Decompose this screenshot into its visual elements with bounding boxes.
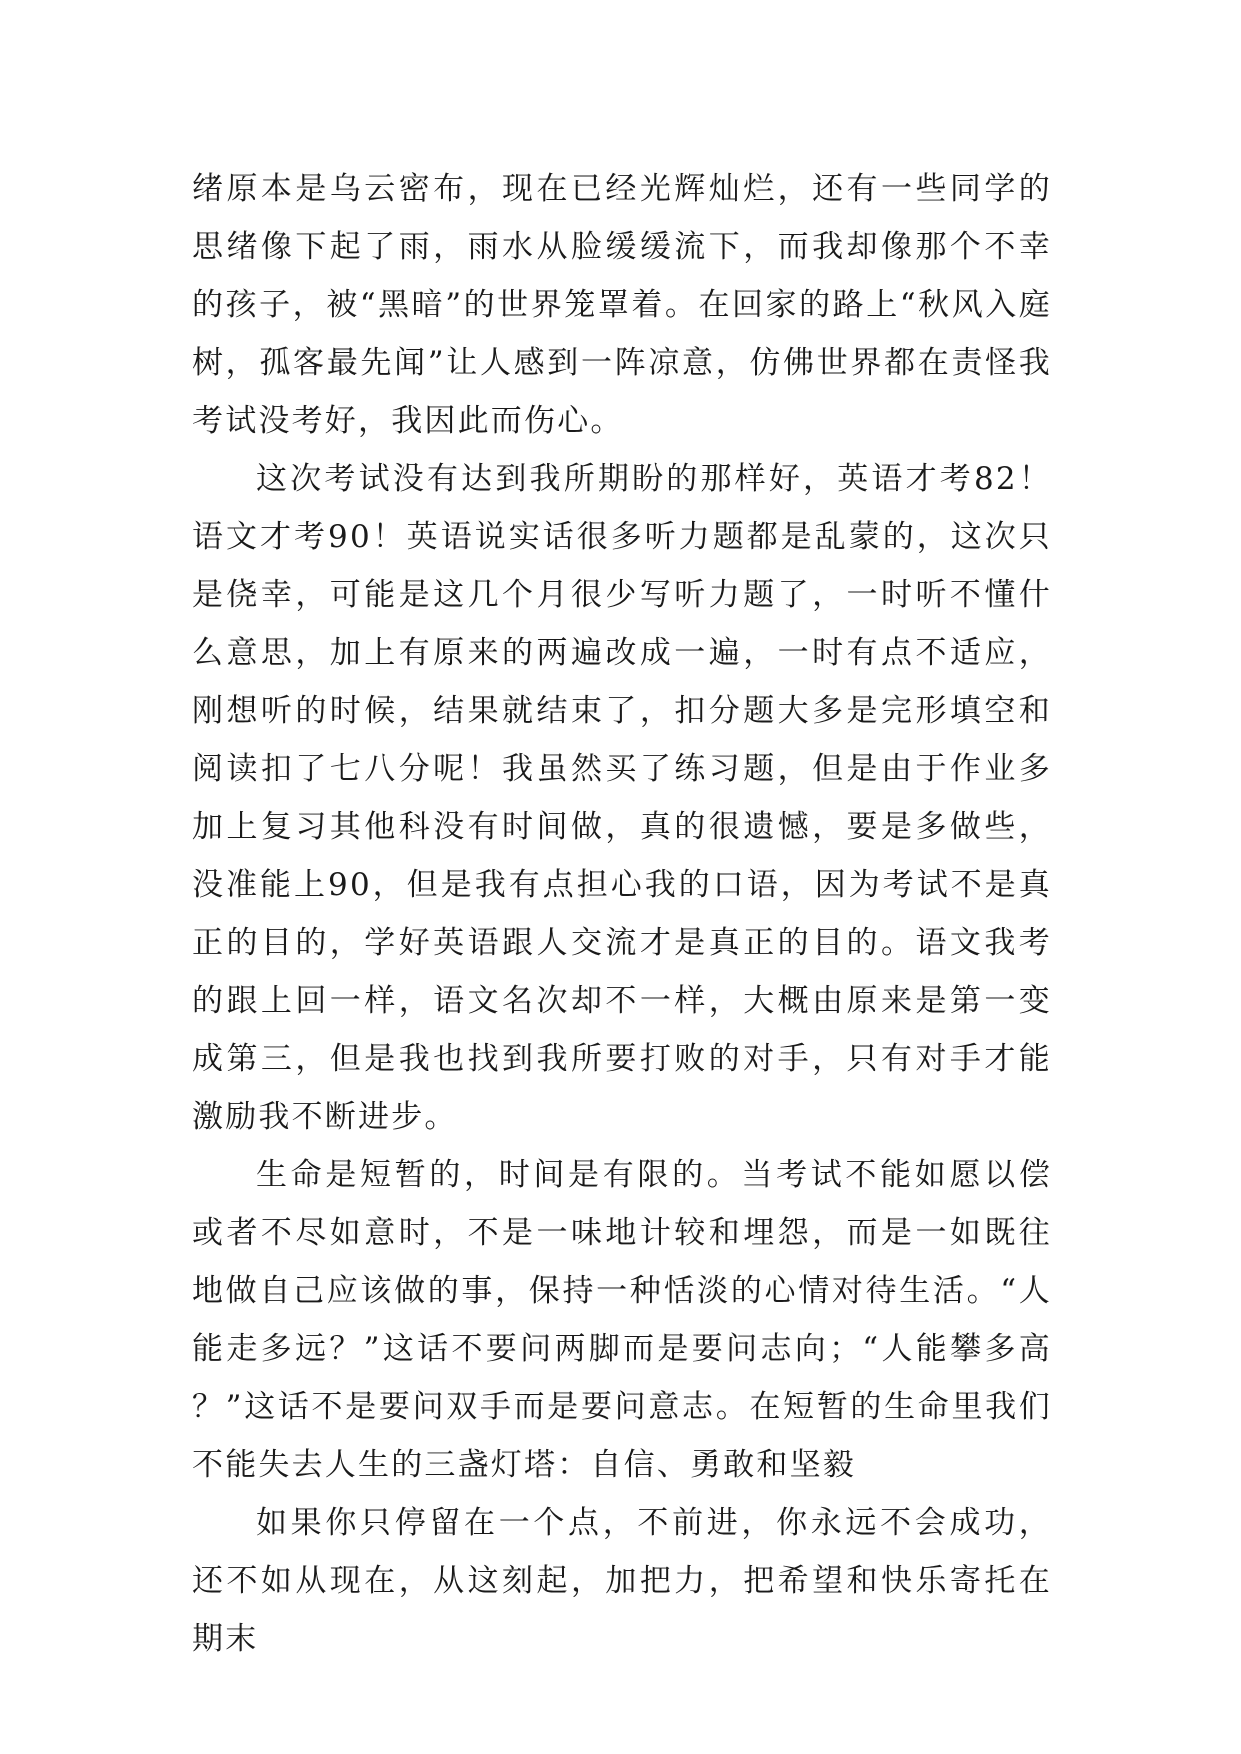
paragraph-2: 这次考试没有达到我所期盼的那样好，英语才考82！语文才考90！英语说实话很多听力题都是乱蒙的，这次只是侥幸，可能是这几个月很少写听力题了，一时听不懂什么意思，加上有原来的两遍改成一遍，一时有点不适应，刚想听的时候，结果就结束了，扣分题大多是完形填空和阅读扣了七八分呢！我虽然买了练习题，但是由于作业多加上复习其他科没有时间做，真的很遗憾，要是多做些，没准能上90，但是我有点担心我的口语，因为考试不是真正的目的，学好英语跟人交流才是真正的目的。语文我考的跟上回一样，语文名次却不一样，大概由原来是第一变成第三，但是我也找到我所要打败的对手，只有对手才能激励我不断进步。	[192, 461, 1052, 1135]
paragraph-1: 绪原本是乌云密布，现在已经光辉灿烂，还有一些同学的思绪像下起了雨，雨水从脸缓缓流下，而我却像那个不幸的孩子，被“黑暗”的世界笼罩着。在回家的路上“秋风入庭树，孤客最先闻”让人感到一阵凉意，仿佛世界都在责怪我考试没考好，我因此而伤心。	[192, 171, 1052, 439]
paragraph-4: 如果你只停留在一个点，不前进，你永远不会成功，还不如从现在，从这刻起，加把力，把希望和快乐寄托在期末	[192, 1505, 1052, 1657]
paragraph-3: 生命是短暂的，时间是有限的。当考试不能如愿以偿或者不尽如意时，不是一味地计较和埋怨，而是一如既往地做自己应该做的事，保持一种恬淡的心情对待生活。“人能走多远？”这话不要问两脚而是要问志向；“人能攀多高？”这话不是要问双手而是要问意志。在短暂的生命里我们不能失去人生的三盏灯塔：自信、勇敢和坚毅	[192, 1157, 1052, 1483]
document-page	[192, 160, 1052, 1668]
